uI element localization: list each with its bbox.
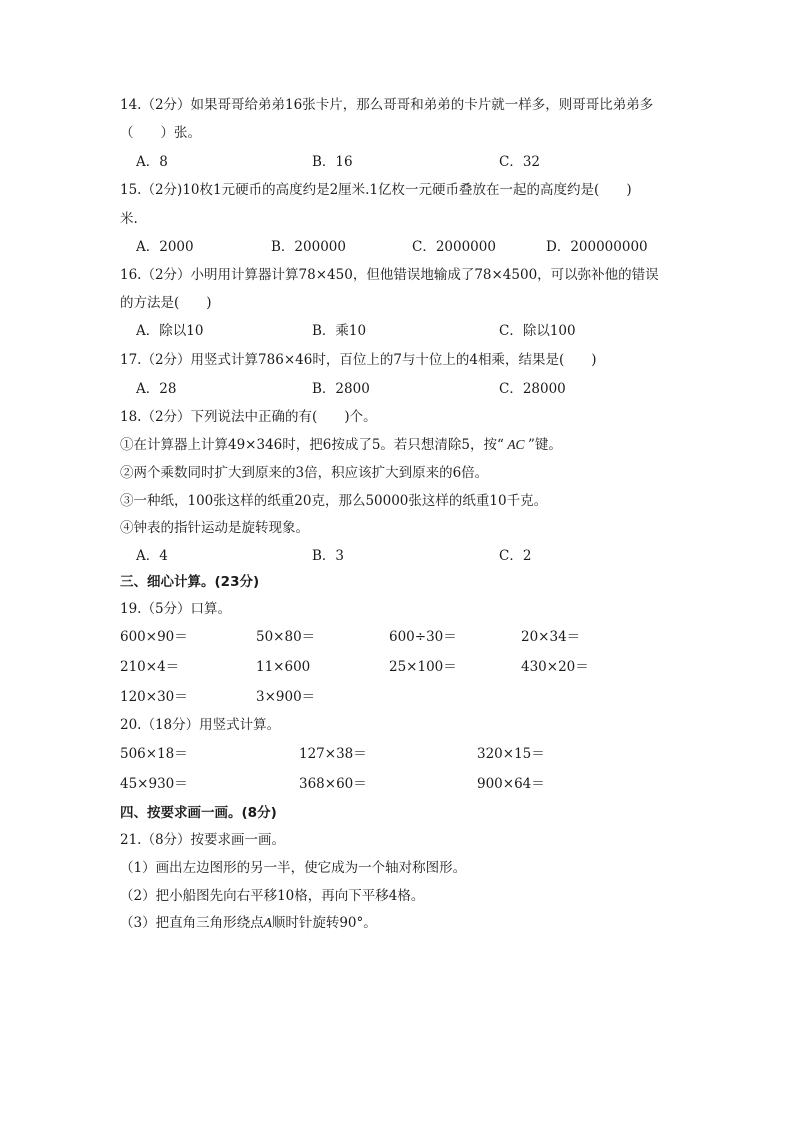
mental-calc-item: 600÷30＝ xyxy=(389,629,457,645)
ac-key-label: AC xyxy=(503,437,528,452)
mental-calc-item: 3×900＝ xyxy=(256,689,316,705)
question-14-option-b: B．16 xyxy=(312,154,353,170)
question-15-option-d: D．200000000 xyxy=(546,239,648,255)
question-17-option-a: A．28 xyxy=(136,381,177,397)
vertical-calc-item: 320×15＝ xyxy=(477,746,545,762)
question-17-option-b: B．2800 xyxy=(312,381,370,397)
mental-calc-item: 210×4＝ xyxy=(120,659,180,675)
question-15-option-b: B．200000 xyxy=(271,239,346,255)
section-4-heading: 四、按要求画一画。(8分) xyxy=(120,805,277,821)
task-3-text-end: 顺时针旋转90°。 xyxy=(271,915,377,931)
question-18-option-a: A．4 xyxy=(136,548,168,564)
mental-calc-item: 11×600 xyxy=(256,659,311,675)
vertical-calc-item: 45×930＝ xyxy=(120,776,188,792)
mental-calc-item: 50×80＝ xyxy=(256,629,316,645)
question-20-text: 20.（18分）用竖式计算。 xyxy=(120,717,281,733)
question-21-task-1: （1）画出左边图形的另一半，使它成为一个轴对称图形。 xyxy=(120,860,467,876)
vertical-calc-item: 127×38＝ xyxy=(299,746,367,762)
mental-calc-item: 120×30＝ xyxy=(120,689,188,705)
question-15-option-a: A．2000 xyxy=(136,239,194,255)
question-17-option-c: C．28000 xyxy=(499,381,566,397)
statement-1-text-end: ”键。 xyxy=(527,437,562,453)
mental-calc-item: 20×34＝ xyxy=(521,629,581,645)
question-15-option-c: C．2000000 xyxy=(412,239,496,255)
section-3-heading: 三、细心计算。(23分) xyxy=(120,574,260,590)
task-3-text: （3）把直角三角形绕点 xyxy=(120,915,264,931)
vertical-calc-item: 506×18＝ xyxy=(120,746,188,762)
question-21-text: 21.（8分）按要求画一画。 xyxy=(120,832,286,848)
question-18-statement-3: ③一种纸，100张这样的纸重20克，那么50000张这样的纸重10千克。 xyxy=(120,493,548,509)
question-16-option-b: B．乘10 xyxy=(312,323,367,339)
mental-calc-item: 25×100＝ xyxy=(389,659,457,675)
question-18-option-c: C．2 xyxy=(499,548,532,564)
question-18-statement-2: ②两个乘数同时扩大到原来的3倍，积应该扩大到原来的6倍。 xyxy=(120,465,489,481)
question-14-text: 14.（2分）如果哥哥给弟弟16张卡片，那么哥哥和弟弟的卡片就一样多，则哥哥比弟弟多 xyxy=(120,97,654,113)
question-14-text-cont: （ ）张。 xyxy=(120,125,201,141)
question-18-statement-1 xyxy=(120,436,562,454)
question-18-text: 18.（2分）下列说法中正确的有( )个。 xyxy=(120,409,377,425)
point-a-label: A xyxy=(263,915,272,930)
question-21-task-2: （2）把小船图先向右平移10格，再向下平移4格。 xyxy=(120,888,425,904)
question-16-option-c: C．除以100 xyxy=(499,323,576,339)
vertical-calc-item: 368×60＝ xyxy=(299,776,367,792)
vertical-calc-item: 900×64＝ xyxy=(477,776,545,792)
statement-1-text: ①在计算器上计算49×346时，把6按成了5。若只想清除5，按“ xyxy=(120,437,504,453)
question-14-option-a: A．8 xyxy=(136,154,168,170)
question-18-statement-4: ④钟表的指针运动是旋转现象。 xyxy=(120,520,309,536)
question-15-text-cont: 米. xyxy=(120,211,138,227)
question-16-option-a: A．除以10 xyxy=(136,323,204,339)
question-16-text: 16.（2分）小明用计算器计算78×450，但他错误地输成了78×4500，可以弥补他的错误 xyxy=(120,267,659,283)
question-14-option-c: C．32 xyxy=(499,154,541,170)
question-16-text-cont: 的方法是( ) xyxy=(120,295,212,311)
question-21-task-3 xyxy=(120,914,377,932)
mental-calc-item: 430×20＝ xyxy=(521,659,589,675)
mental-calc-item: 600×90＝ xyxy=(120,629,188,645)
question-17-text: 17.（2分）用竖式计算786×46时，百位上的7与十位上的4相乘，结果是( ) xyxy=(120,352,597,368)
question-18-option-b: B．3 xyxy=(312,548,345,564)
question-19-text: 19.（5分）口算。 xyxy=(120,601,232,617)
question-15-text: 15.（2分)10枚1元硬币的高度约是2厘米.1亿枚一元硬币叠放在一起的高度约是( ) xyxy=(120,182,632,198)
